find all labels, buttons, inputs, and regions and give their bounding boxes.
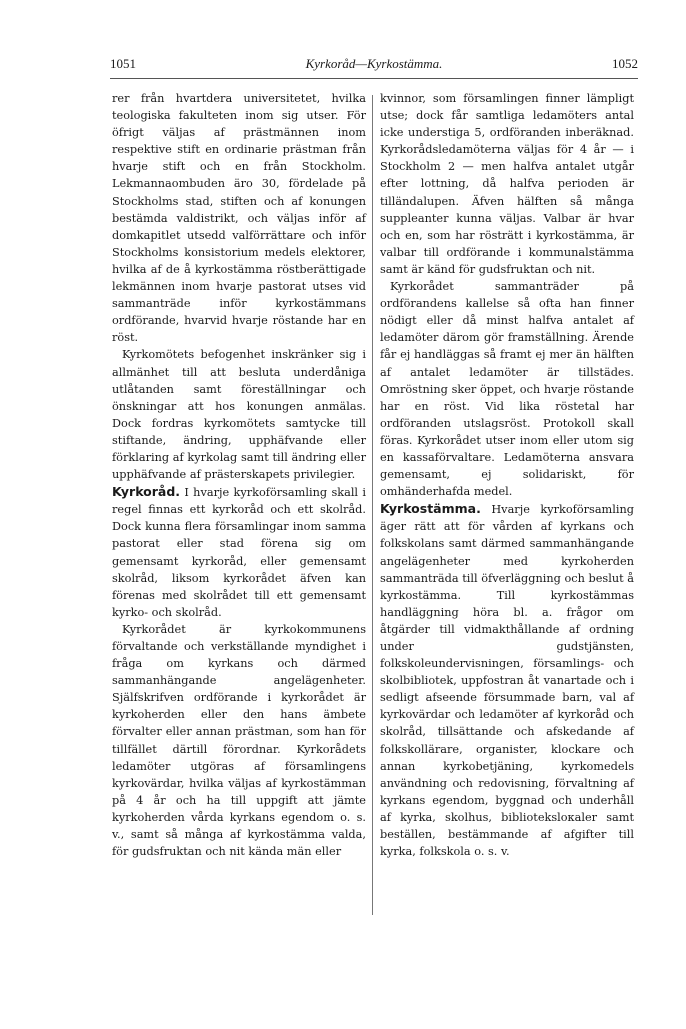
column-divider <box>372 95 373 915</box>
header-rule <box>110 78 638 79</box>
paragraph: Kyrkorådet sammanträder på ordförandens kallelse så ofta han finner nödigt eller då minst halfva antalet af ledamöter därom gör framställning. Ärende får ej handläggas så framt ej mer än hälften af antalet ledamöter är tillstädes. Omröstning sker öppet, och hvarje röstande har en röst. Vid lika röstetal har ordföranden utslagsröst. Protokoll skall föras. Kyrkorådet utser inom eller utom sig en kassaförvaltare. Ledamöterna ansvara gemensamt, ej solidariskt, för omhänderhafda medel. <box>380 280 634 499</box>
section-heading-kyrkorad: Kyrkoråd. <box>112 484 181 500</box>
paragraph-text: Hvarje kyrkoförsamling äger rätt att för vården af kyrkans och folkskolans samt därmed sammanhängande angelägenheter med kyrkoherden sammanträda till öfverläggning och beslut å kyrkostämma. Till kyrkostämmas handläggning höra bl. a. frågor om åtgärder till vidmakthållande af ordning under gudstjänsten, folkskoleundervisningen, församlings- och skolbibliotek, uppfostran åt vanartade och i sedligt afseende försummade barn, val af kyrkovärdar och ledamöter af kyrkoråd och skolråd, tillsättande och afskedande af folkskollärare, organister, klockare och annan kyrkobetjäning, kyrkomedels användning och redovisning, förvaltning af kyrkans egendom, byggnad och underhåll af kyrka, skolhus, biblioteksloкaler samt beställen, bestämmande af afgifter till kyrka, folkskola o. s. v. <box>380 503 634 859</box>
paragraph: Kyrkorådet är kyrkokommunens förvaltande och verkställande myndighet i fråga om kyrkans och därmed sammanhängande angelägenheter. Själfskrifven ordförande i kyrkorådet är kyrkoherden eller den hans ämbete förvalter eller annan prästman, som han för tillfället därtill förordnar. Kyrkorådets ledamöter utgöras af församlingens kyrkovärdar, hvilka väljas af kyrkostämman på 4 år och ha till uppgift att jämte kyrkoherden vårda kyrkans egendom o. s. v., samt så många af kyrkostämma valda, för gudsfruktan och nit kända män eller <box>112 622 366 859</box>
paragraph: rer från hvartdera universitetet, hvilka teologiska fakulteten inom sig utser. För öfrigt väljas af prästmännen inom respektive stift en ordinarie prästman från hvarje stift och en från Stockholm. Lekmannaombuden äro 30, fördelade på Stockholms stad, stiften och af konungen bestämda valdistrikt, och väljas inför af domkapitlet utsedd valförrättare och inför Stockholms konsistorium medels elektorer, hvilka af de å kyrkostämma röstberättigade lekmännen inom hvarje pastorat utses vid sammanträde inför kyrkostämmans ordförande, hvarvid hvarje röstande har en röst. <box>112 92 366 345</box>
page-number-right: 1052 <box>612 56 638 71</box>
page-header <box>110 56 638 78</box>
page-number-left: 1051 <box>110 56 136 71</box>
paragraph: Kyrkomötets befogenhet inskränker sig i allmänhet till att besluta underdåniga utlåtanden samt föreställningar och önskningar att hos konungen anmälas. Dock fordras kyrkomötets samtycke till stiftande, ändring, upphäfvande eller förklaring af kyrkolag samt till ändring eller upphäfvande af prästerskapets privilegier. <box>112 348 366 482</box>
paragraph-text: I hvarje kyrkoförsamling skall i regel finnas ett kyrkoråd och ett skolråd. Dock kunna flera församlingar inom samma pastorat eller stad förena sig om gemensamt kyrkoråd, eller gemensamt skolråd, liksom kyrkorådet äfven kan förenas med skolrådet till ett gemensamt kyrko- och skolråd. <box>112 486 366 619</box>
running-title: Kyrkoråd—Kyrkostämma. <box>305 56 443 71</box>
section-paragraph-kyrkorad <box>112 483 366 621</box>
paragraph: kvinnor, som församlingen finner lämpligt utse; dock får samtliga ledamöters antal icke understiga 5, ordföranden inberäknad. Kyrkorådsledamöterna väljas för 4 år — i Stockholm 2 — men halfva antalet utgår efter lottning, då halfva perioden är tilländalupen. Äfven hälften så många suppleanter kunna väljas. Valbar är hvar och en, som har rösträtt i kyrkostämma, är valbar till ordförande i kommunalstämma samt är känd för gudsfruktan och nit. <box>380 92 634 276</box>
section-heading-kyrkostamma: Kyrkostämma. <box>380 501 481 517</box>
left-column <box>112 90 366 860</box>
section-paragraph-kyrkostamma <box>380 500 634 860</box>
right-column <box>380 90 634 860</box>
